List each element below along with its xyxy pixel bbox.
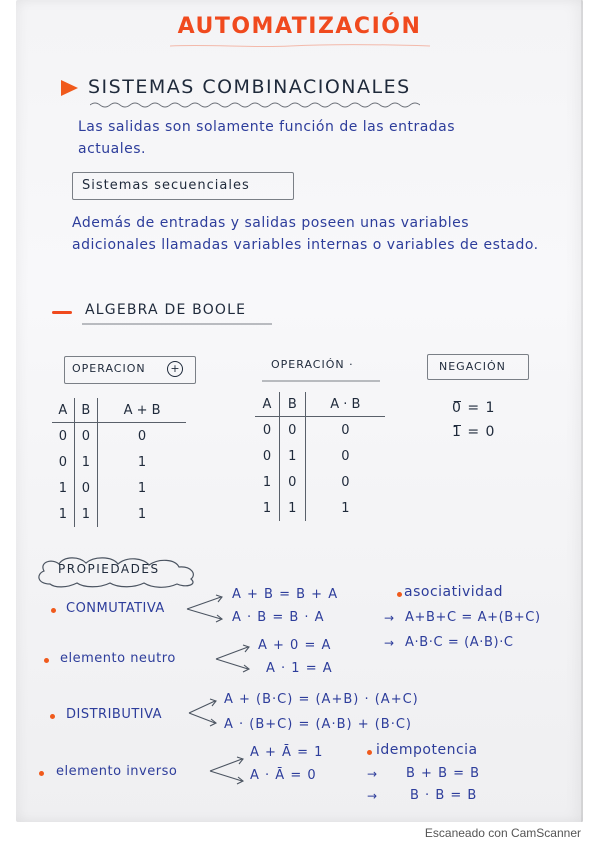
table-cell: 0	[305, 443, 385, 469]
arrow-symbol: →	[384, 611, 396, 625]
page-title: AUTOMATIZACIÓN	[177, 14, 422, 39]
bullet-icon	[39, 771, 44, 776]
idempotencia-eq-suma: B + B = B	[406, 766, 481, 781]
table-cell: 1	[74, 501, 97, 527]
arrow-symbol: →	[384, 636, 396, 650]
table-cell: 0	[58, 428, 67, 444]
table-row	[52, 501, 186, 527]
table-cell: 0	[279, 417, 305, 444]
inverso-eq-producto: A · Ā = 0	[250, 768, 317, 783]
table-cell: 1	[262, 500, 272, 516]
idempotencia-eq-producto: B · B = B	[410, 788, 478, 803]
table-cell: 0	[74, 475, 97, 501]
section-text-secuenciales: Además de entradas y salidas poseen unas variables adicionales llamadas variables internas o variables de estado.	[72, 215, 539, 253]
table-cell: 0	[262, 448, 272, 464]
inverso-eq-suma: A + Ā = 1	[250, 745, 324, 760]
section-triangle-icon	[60, 79, 80, 97]
table-header-b: B	[74, 398, 97, 423]
branch-arrow-icon	[208, 754, 248, 788]
table-cell: 0	[305, 469, 385, 495]
section-heading-algebra-boole: ALGEBRA DE BOOLE	[85, 302, 247, 318]
asociatividad-eq-producto: A·B·C = (A·B)·C	[405, 635, 514, 650]
table-row	[52, 475, 186, 501]
bullet-icon	[44, 658, 49, 663]
label-operacion-suma: OPERACION	[72, 362, 146, 375]
label-operacion-producto: OPERACIÓN ·	[271, 358, 354, 371]
table-cell: 1	[98, 449, 186, 475]
table-cell: 0	[74, 423, 97, 450]
table-header-a: A	[52, 398, 74, 423]
negation-zero: 0̅ = 1	[452, 400, 496, 416]
conmutativa-eq-producto: A · B = B · A	[232, 610, 325, 625]
branch-arrow-icon	[187, 696, 221, 730]
table-cell: 0	[262, 422, 272, 438]
neutro-eq-producto: A · 1 = A	[266, 661, 333, 676]
table-cell: 1	[58, 506, 67, 522]
table-row	[255, 443, 385, 469]
table-header-b: B	[279, 392, 305, 417]
page-edge-shadow	[581, 0, 583, 822]
table-cell: 1	[279, 443, 305, 469]
bullet-icon	[51, 608, 56, 613]
table-row	[255, 469, 385, 495]
section-heading-sistemas-combinacionales: SISTEMAS COMBINACIONALES	[88, 76, 411, 98]
wavy-underline-icon	[90, 100, 420, 110]
arrow-symbol: →	[367, 767, 379, 781]
scanner-watermark: Escaneado con CamScanner	[424, 826, 581, 840]
table-header-result: A + B	[98, 398, 186, 423]
table-header-result: A · B	[305, 392, 385, 417]
table-cell: 1	[262, 474, 272, 490]
section-dash-icon	[52, 311, 72, 314]
neutro-eq-suma: A + 0 = A	[258, 638, 332, 653]
table-cell: 1	[305, 495, 385, 521]
table-row	[52, 449, 186, 475]
properties-heading: PROPIEDADES	[58, 562, 160, 576]
table-cell: 1	[58, 480, 67, 496]
asociatividad-eq-suma: A+B+C = A+(B+C)	[405, 610, 541, 625]
property-label-idempotencia: idempotencia	[376, 742, 478, 758]
distributiva-eq-producto: A · (B+C) = (A·B) + (B·C)	[224, 717, 412, 732]
truth-table-producto	[255, 392, 385, 521]
bullet-icon	[367, 750, 372, 755]
property-label-distributiva: DISTRIBUTIVA	[66, 707, 163, 722]
property-label-conmutativa: CONMUTATIVA	[66, 601, 165, 616]
table-row	[255, 495, 385, 521]
table-cell: 0	[98, 423, 186, 450]
table-cell: 1	[279, 495, 305, 521]
table-row	[52, 423, 186, 450]
table-cell: 0	[279, 469, 305, 495]
arrow-symbol: →	[367, 789, 379, 803]
table-cell: 0	[58, 454, 67, 470]
table-cell: 1	[74, 449, 97, 475]
table-cell: 1	[98, 501, 186, 527]
property-label-asociatividad: asociatividad	[404, 584, 504, 600]
product-underline	[262, 379, 380, 383]
section-heading-sistemas-secuenciales: Sistemas secuenciales	[82, 178, 250, 193]
table-cell: 0	[305, 417, 385, 444]
title-underline	[170, 43, 430, 49]
table-cell: 1	[98, 475, 186, 501]
heading-underline	[82, 322, 272, 326]
truth-table-suma	[52, 398, 186, 527]
conmutativa-eq-suma: A + B = B + A	[232, 587, 339, 602]
property-label-elemento-neutro: elemento neutro	[60, 651, 176, 666]
branch-arrow-icon	[185, 593, 227, 625]
branch-arrow-icon	[214, 642, 254, 676]
bullet-icon	[50, 714, 55, 719]
negation-one: 1̅ = 0	[452, 424, 496, 440]
property-label-elemento-inverso: elemento inverso	[56, 764, 178, 779]
distributiva-eq-suma: A + (B·C) = (A+B) · (A+C)	[224, 692, 419, 707]
oplus-icon: +	[167, 361, 183, 377]
table-header-a: A	[255, 392, 279, 417]
section-text-combinacionales: Las salidas son solamente función de las entradas actuales.	[78, 119, 456, 157]
label-negacion: NEGACIÓN	[439, 360, 506, 373]
bullet-icon	[397, 592, 402, 597]
table-row	[255, 417, 385, 444]
